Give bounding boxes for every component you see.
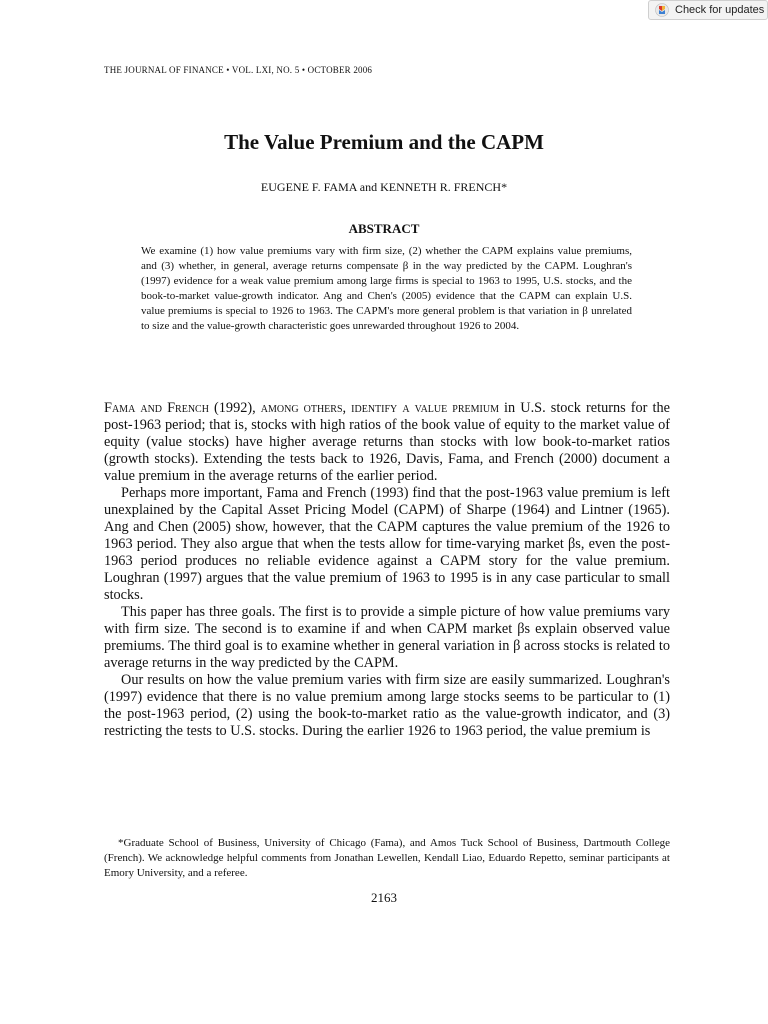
footnote-text: *Graduate School of Business, University of Chicago (Fama), and Amos Tuck School of Business, Dartmouth College (French). We acknowledge helpful comments from Jonathan Lewellen, Kendall Liao, Eduardo Repetto, seminar participants at Emory University, and a referee. [104,837,670,879]
body-paragraph-1 [104,400,670,485]
check-for-updates-button[interactable] [648,0,768,20]
paragraph-lead-in: Fama and French (1992), among others, identify a value premium [104,400,499,416]
article-title: The Value Premium and the CAPM [224,130,544,154]
article-body [104,400,670,740]
abstract-text: We examine (1) how value premiums vary with firm size, (2) whether the CAPM explains value premiums, and (3) whether, in general, average returns compensate β in the way predicted by the CAPM. Loughran's (1997) evidence for a weak value premium among large firms is special to 1963 to 1995, U.S. stocks, and the book-to-market value-growth indicator. Ang and Chen's (2005) evidence that the CAPM can explain U.S. value premiums is special to 1926 to 1963. The CAPM's more general problem is that variation in β unrelated to size and the value-growth characteristic goes unrewarded throughout 1926 to 2004. [141,245,632,332]
body-paragraph-3: This paper has three goals. The first is to provide a simple picture of how value premiums vary with firm size. The second is to examine if and when CAPM market βs explain observed value premiums. The third goal is to examine whether in general variation in β across stocks is related to average returns in the way predicted by the CAPM. [104,604,670,671]
body-paragraph-4: Our results on how the value premium varies with firm size are easily summarized. Loughran's (1997) evidence that there is no value premium among large stocks seems to be particular to (1) the post-1963 period, (2) using the book-to-market ratio as the value-growth indicator, and (3) restricting the tests to U.S. stocks. During the earlier 1926 to 1963 period, the value premium is [104,672,670,739]
page-number: 2163 [371,890,397,905]
check-for-updates-label: Check for updates [675,4,765,16]
running-head: THE JOURNAL OF FINANCE • VOL. LXI, NO. 5 • OCTOBER 2006 [104,65,373,75]
footnote [104,836,670,881]
abstract-heading: ABSTRACT [348,221,420,236]
abstract [141,244,632,334]
crossmark-icon [655,3,669,17]
body-paragraph-2: Perhaps more important, Fama and French (1993) find that the post-1963 value premium is left unexplained by the Capital Asset Pricing Model (CAPM) of Sharpe (1964) and Lintner (1965). Ang and Chen (2005) show, however, that the CAPM captures the value premium of the 1926 to 1963 period. They also argue that when the tests allow for time-varying market βs, even the post-1963 period produces no reliable evidence against a CAPM story for the value premium. Loughran (1997) argues that the value premium of 1963 to 1995 is in any case particular to small stocks. [104,485,670,603]
article-authors: EUGENE F. FAMA and KENNETH R. FRENCH* [260,180,508,194]
body-paragraph-1-text: in U.S. stock returns for the post-1963 period; that is, stocks with high ratios of the book value of equity to the market value of equity (value stocks) have higher average returns than stocks with low book-to-market ratios (growth stocks). Extending the tests back to 1926, Davis, Fama, and French (2000) document a value premium in the average returns of the earlier period. [104,400,670,484]
